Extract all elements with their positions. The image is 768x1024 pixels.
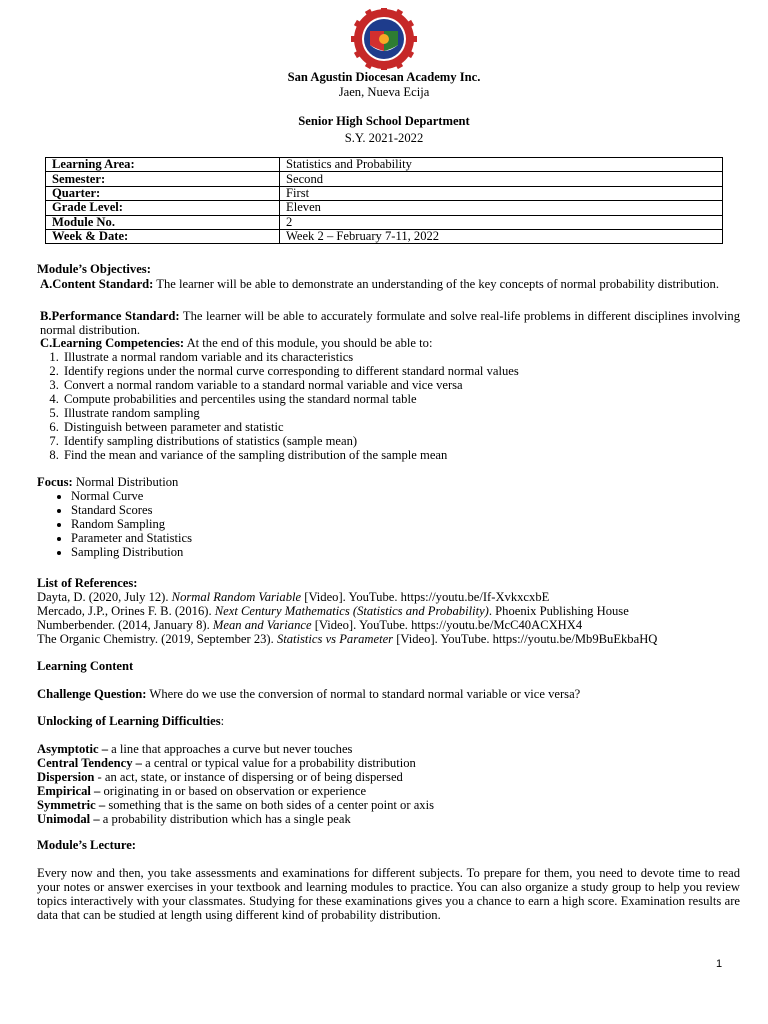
glossary-definition: a line that approaches a curve but never touches <box>108 742 353 756</box>
school-name: San Agustin Diocesan Academy Inc. <box>287 70 481 84</box>
row-label: Module No. <box>46 215 280 229</box>
reference-source: [Video]. YouTube. https://youtu.be/Mb9BuEkbaHQ <box>393 632 658 646</box>
list-item: 6. Distinguish between parameter and statistic <box>62 420 740 434</box>
list-item: • Parameter and Statistics <box>71 531 740 545</box>
challenge-label: Challenge Question: <box>37 687 147 701</box>
list-item: 2. Identify regions under the normal curve corresponding to different standard normal values <box>62 364 740 378</box>
lecture-heading: Module’s Lecture: <box>37 838 136 852</box>
glossary-term: Empirical – <box>37 784 101 798</box>
glossary-definition: - an act, state, or instance of dispersing or of being dispersed <box>94 770 403 784</box>
row-label: Learning Area: <box>46 158 280 172</box>
glossary-item <box>37 798 740 812</box>
reference-source: . Phoenix Publishing House <box>488 604 629 618</box>
school-year: S.Y. 2021-2022 <box>344 131 424 145</box>
row-value: Statistics and Probability <box>280 158 723 172</box>
list-item: 1. Illustrate a normal random variable and its characteristics <box>62 350 740 364</box>
reference-source: [Video]. YouTube. https://youtu.be/McC40ACXHX4 <box>311 618 583 632</box>
glossary-item <box>37 770 740 784</box>
reference-title: Mean and Variance <box>212 618 312 632</box>
focus-section <box>37 475 740 559</box>
row-label: Grade Level: <box>46 201 280 215</box>
row-label: Semester: <box>46 172 280 186</box>
school-seal-logo <box>346 8 422 70</box>
list-item: • Normal Curve <box>71 489 740 503</box>
row-label: Week & Date: <box>46 229 280 243</box>
reference-item <box>37 618 740 632</box>
list-item: 7. Identify sampling distributions of statistics (sample mean) <box>62 434 740 448</box>
department-title: Senior High School Department <box>298 114 470 128</box>
challenge-text: Where do we use the conversion of normal to standard normal variable or vice versa? <box>146 687 581 701</box>
glossary-term: Symmetric – <box>37 798 106 812</box>
reference-source: [Video]. YouTube. https://youtu.be/If-XvkxcxbE <box>301 590 550 604</box>
content-standard <box>40 277 740 291</box>
list-item: 4. Compute probabilities and percentiles using the standard normal table <box>62 392 740 406</box>
reference-title: Next Century Mathematics (Statistics and Probability) <box>214 604 489 618</box>
unlocking-heading <box>37 714 740 728</box>
content-standard-text: The learner will be able to demonstrate an understanding of the key concepts of normal probability distribution. <box>153 277 719 291</box>
table-row <box>46 172 723 186</box>
table-row <box>46 186 723 200</box>
reference-item <box>37 632 740 646</box>
glossary-list <box>37 742 740 826</box>
reference-title: Normal Random Variable <box>171 590 302 604</box>
content-standard-label: A.Content Standard: <box>40 277 154 291</box>
competencies-list <box>40 350 740 462</box>
glossary-term: Asymptotic – <box>37 742 109 756</box>
focus-label: Focus: <box>37 475 73 489</box>
unlocking-colon: : <box>220 714 225 728</box>
performance-standard <box>40 309 740 337</box>
glossary-item <box>37 812 740 826</box>
performance-standard-text: The learner will be able to accurately formulate and solve real-life problems in different disciplines involving normal distribution. <box>40 309 740 337</box>
reference-item <box>37 604 740 618</box>
challenge-question <box>37 687 740 701</box>
list-item: 8. Find the mean and variance of the sampling distribution of the sample mean <box>62 448 740 462</box>
reference-author: The Organic Chemistry. (2019, September 23). <box>37 632 277 646</box>
list-item: • Standard Scores <box>71 503 740 517</box>
learning-competencies <box>40 336 740 462</box>
list-item: 3. Convert a normal random variable to a standard normal variable and vice versa <box>62 378 740 392</box>
reference-title: Statistics vs Parameter <box>276 632 394 646</box>
reference-author: Mercado, J.P., Orines F. B. (2016). <box>37 604 215 618</box>
glossary-definition: a central or typical value for a probability distribution <box>141 756 416 770</box>
glossary-definition: originating in or based on observation or experience <box>100 784 367 798</box>
glossary-term: Unimodal – <box>37 812 100 826</box>
school-address: Jaen, Nueva Ecija <box>338 85 430 99</box>
performance-standard-label: B.Performance Standard: <box>40 309 180 323</box>
objectives-heading: Module’s Objectives: <box>37 262 151 276</box>
list-item: 5. Illustrate random sampling <box>62 406 740 420</box>
table-row <box>46 229 723 243</box>
learning-competencies-label: C.Learning Competencies: <box>40 336 185 350</box>
glossary-item <box>37 756 740 770</box>
table-row <box>46 215 723 229</box>
glossary-term: Dispersion <box>37 770 95 784</box>
references-heading: List of References: <box>37 576 138 590</box>
references-section <box>37 576 740 646</box>
table-row <box>46 201 723 215</box>
row-value: Week 2 – February 7-11, 2022 <box>280 229 723 243</box>
row-value: Eleven <box>280 201 723 215</box>
focus-line <box>37 475 740 489</box>
list-item: • Sampling Distribution <box>71 545 740 559</box>
glossary-item <box>37 784 740 798</box>
row-value: Second <box>280 172 723 186</box>
learning-competencies-text: At the end of this module, you should be able to: <box>184 336 433 350</box>
unlocking-label: Unlocking of Learning Difficulties <box>37 714 221 728</box>
table-row <box>46 158 723 172</box>
glossary-definition: something that is the same on both sides of a center point or axis <box>105 798 434 812</box>
reference-item <box>37 590 740 604</box>
row-label: Quarter: <box>46 186 280 200</box>
lecture-paragraph: Every now and then, you take assessments and examinations for different subjects. To prepare for them, you need to devote time to read your notes or answer exercises in your textbook and learning modules to practice. You can also organize a study group to help you review topics interactively with your classmates. Studying for these examinations gives you a chance to earn a high score. Examination results are data that can be studied at length using different kind of probability distribution. <box>37 866 740 922</box>
focus-list <box>37 489 740 559</box>
glossary-term: Central Tendency – <box>37 756 142 770</box>
list-item: • Random Sampling <box>71 517 740 531</box>
reference-author: Numberbender. (2014, January 8). <box>37 618 213 632</box>
reference-author: Dayta, D. (2020, July 12). <box>37 590 172 604</box>
row-value: First <box>280 186 723 200</box>
glossary-definition: a probability distribution which has a single peak <box>99 812 351 826</box>
learning-competencies-intro <box>40 336 740 350</box>
focus-text: Normal Distribution <box>72 475 179 489</box>
page-number: 1 <box>716 958 723 970</box>
row-value: 2 <box>280 215 723 229</box>
glossary-item <box>37 742 740 756</box>
module-info-table <box>45 157 723 244</box>
learning-content-heading: Learning Content <box>37 659 134 673</box>
